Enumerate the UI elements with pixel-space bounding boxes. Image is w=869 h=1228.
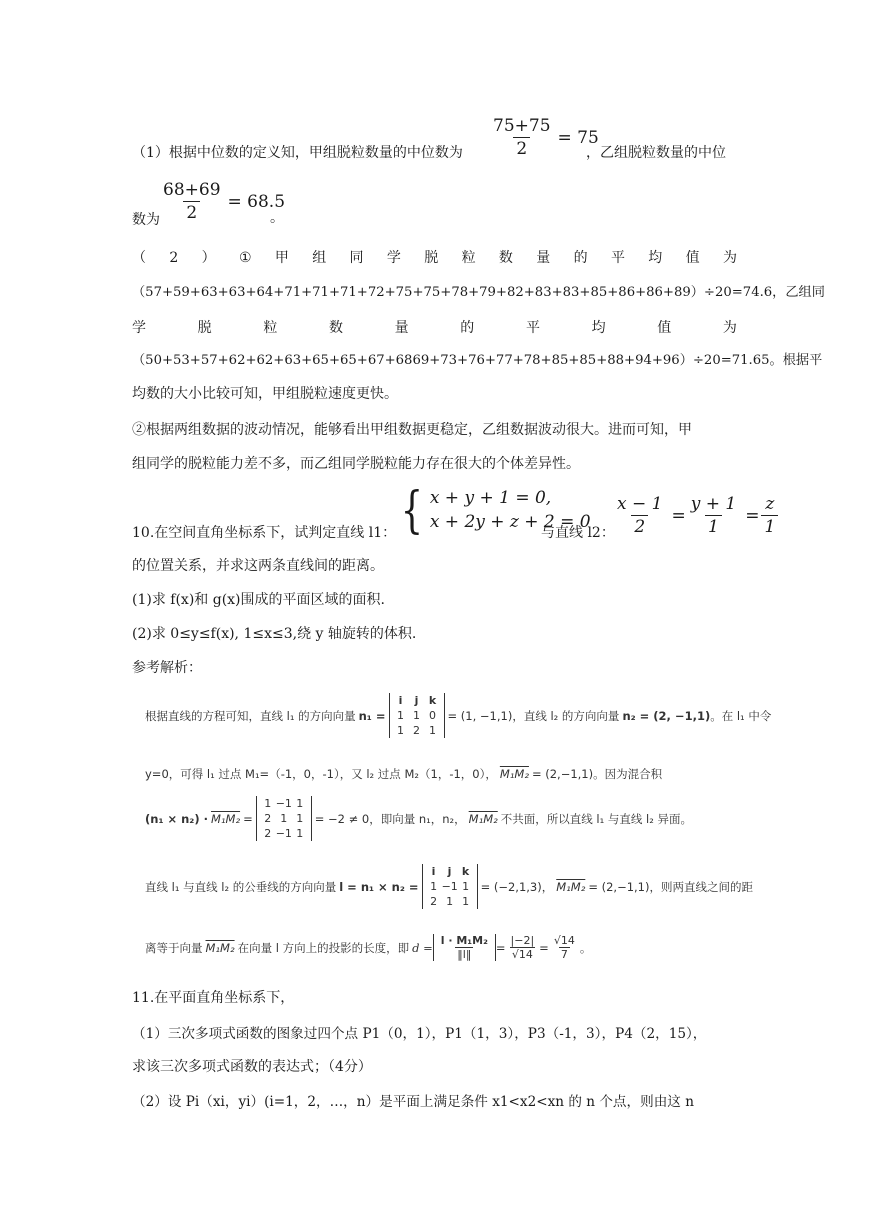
paragraph-2-line-4	[132, 351, 822, 371]
text: = (2,−1,1)，则两直线之间的距	[588, 879, 753, 894]
reference-answer-label	[132, 658, 202, 678]
text: (2)求 0≤y≤f(x), 1≤x≤3,绕 y 轴旋转的体积.	[132, 626, 417, 642]
solution-row-1	[145, 693, 771, 738]
text: 。	[579, 940, 592, 955]
determinant-cell: 1	[264, 797, 272, 810]
determinant-row	[260, 826, 308, 841]
spaced-char: 值	[685, 250, 700, 266]
spaced-char: 2	[169, 250, 179, 266]
determinant-cell: 1	[462, 895, 470, 908]
text: 与直线 l2：	[541, 525, 615, 541]
determinant-1	[389, 693, 445, 738]
text: （1）根据中位数的定义知，甲组脱粒数量的中位数为	[132, 145, 463, 161]
text: 在向量 l 方向上的投影的长度，即	[237, 940, 410, 955]
text: 的位置关系，并求这两条直线间的距离。	[132, 558, 384, 574]
fraction-numerator: y + 1	[690, 494, 737, 514]
solution-row-2	[145, 766, 662, 782]
spaced-char: ①	[238, 250, 252, 266]
determinant-cell: 2	[413, 724, 420, 737]
determinant-cell: 1	[462, 880, 470, 893]
text: （2）设 Pi（xi，yi）(i=1，2，…，n）是平面上满足条件 x1<x2<xn 的 n 个点，则由这 n	[132, 1094, 694, 1110]
median-b-formula	[160, 180, 285, 223]
spaced-char: 均	[648, 250, 663, 266]
determinant-cell: 1	[397, 709, 404, 722]
spaced-char: 为	[722, 320, 737, 336]
determinant-row	[260, 811, 308, 826]
determinant-cell: −1	[275, 797, 292, 810]
fraction-result: = 75	[557, 127, 599, 148]
solution-row-5: 离等于向量 M₁M₂ 在向量 l 方向上的投影的长度，即 d = $\frac{\text{l · M₁M₂}}{‖l‖}$ = $\frac{|-2|}{√14}$ = $\frac{√14}{7}$ 。	[145, 934, 592, 961]
spaced-char: 脱	[424, 250, 439, 266]
determinant-cell: k	[461, 865, 470, 878]
text: ，乙组脱粒数量的中位	[586, 145, 726, 161]
text: 不共面，所以直线 l₁ 与直线 l₂ 异面。	[500, 811, 692, 826]
question-11-title	[132, 988, 294, 1008]
determinant-cell: −1	[441, 880, 458, 893]
fraction-numerator: x − 1	[617, 494, 663, 514]
line-l2-equation: $\frac{x - 1}{2}$ = $\frac{y + 1}{1}$ = $\frac{z}{1}$	[614, 494, 782, 537]
determinant-row	[260, 796, 308, 811]
fraction-numerator: 75+75	[493, 116, 551, 136]
text: 组同学的脱粒能力差不多，而乙组同学脱粒能力存在很大的个体差异性。	[132, 456, 580, 472]
text: 数为	[132, 212, 160, 228]
vector-l: l = n₁ × n₂ =	[339, 879, 419, 894]
mixed-product: (n₁ × n₂) ·	[145, 811, 208, 826]
paragraph-2-line-3	[132, 318, 737, 338]
spaced-char: （	[132, 250, 146, 266]
determinant-3	[422, 864, 478, 909]
spaced-char: 平	[525, 320, 540, 336]
fraction-denominator: 7	[560, 948, 568, 961]
determinant-row	[426, 894, 474, 909]
fraction-denominator: 2	[631, 515, 648, 537]
determinant-cell: i	[398, 694, 403, 707]
determinant-2	[256, 796, 312, 841]
question-10-part-1	[132, 590, 385, 610]
determinant-cell: 1	[413, 709, 420, 722]
spaced-char: 粒	[263, 320, 278, 336]
spaced-char: 量	[536, 250, 551, 266]
text: （1）三次多项式函数的图象过四个点 P1（0，1），P1（1，3），P3（-1，3），P4（2，15），	[132, 1026, 707, 1042]
distance-symbol: d =	[412, 940, 433, 955]
spaced-char: 量	[394, 320, 409, 336]
question-10-intro	[132, 523, 396, 543]
absolute-value	[433, 934, 496, 961]
spaced-char: 数	[498, 250, 513, 266]
question-11-part-2	[132, 1092, 694, 1112]
determinant-cell: 1	[296, 827, 304, 840]
paragraph-3-line-1	[132, 420, 692, 440]
determinant-cell: 2	[430, 895, 438, 908]
determinant-cell: 1	[280, 812, 288, 825]
text: = (2,−1,1)。因为混合积	[531, 767, 663, 781]
vector-m1m2: M₁M₂	[210, 811, 241, 826]
paragraph-1-end	[270, 208, 284, 228]
text: = (1, −1,1)，直线 l₂ 的方向向量	[447, 708, 620, 723]
spaced-char: 的	[460, 320, 475, 336]
spaced-char: 粒	[461, 250, 476, 266]
question-10-line-2	[132, 556, 384, 576]
vector-m1m2: M₁M₂	[205, 940, 235, 955]
text: 离等于向量	[145, 940, 203, 955]
text: （57+59+63+63+64+71+71+71+72+75+75+78+79+82+83+83+85+86+86+89）÷20=74.6，乙组同	[132, 285, 825, 300]
spaced-char: 平	[610, 250, 625, 266]
determinant-cell: j	[414, 694, 419, 707]
spaced-char: 组	[312, 250, 327, 266]
brace-icon: {	[400, 481, 424, 539]
paragraph-2-line-1	[132, 248, 737, 268]
determinant-cell: 1	[296, 812, 304, 825]
text: (1)求 f(x)和 g(x)围成的平面区域的面积.	[132, 592, 385, 608]
determinant-cell: i	[431, 865, 436, 878]
text: 直线 l₁ 与直线 l₂ 的公垂线的方向向量	[145, 879, 337, 894]
text: 根据直线的方程可知，直线 l₁ 的方向向量	[145, 708, 356, 723]
determinant-cell: 1	[430, 880, 438, 893]
text: = −2 ≠ 0，即向量 n₁，n₂，	[314, 811, 466, 826]
fraction-numerator: 68+69	[163, 180, 221, 200]
equals: =	[495, 940, 506, 955]
spaced-char: 均	[591, 320, 606, 336]
text: = (−2,1,3)，	[480, 879, 554, 894]
determinant-cell: 1	[296, 797, 304, 810]
spaced-char: 的	[573, 250, 588, 266]
median-a-formula	[490, 116, 599, 159]
paragraph-1-line-1	[132, 143, 463, 163]
spaced-char: 学	[132, 320, 146, 336]
spaced-char: ）	[201, 250, 216, 266]
determinant-cell: 2	[264, 827, 272, 840]
paragraph-1-line-2	[132, 210, 160, 230]
question-11-part-1	[132, 1024, 706, 1044]
vector-n2: n₂ = (2, −1,1)	[622, 708, 711, 723]
text: 10.在空间直角坐标系下，试判定直线 l1：	[132, 525, 397, 541]
fraction-numerator: l · M₁M₂	[440, 934, 488, 947]
determinant-cell: 2	[264, 812, 272, 825]
text: 均数的大小比较可知，甲组脱粒速度更快。	[132, 386, 398, 402]
vector-n1: n₁ =	[358, 708, 386, 723]
fraction-numerator: |−2|	[510, 934, 535, 947]
text: 。在 l₁ 中令	[710, 708, 772, 723]
fraction-denominator: 2	[513, 137, 530, 159]
fraction-denominator: 2	[183, 201, 200, 223]
determinant-cell: k	[428, 694, 437, 707]
fraction-numerator: z	[765, 494, 775, 514]
spaced-char: 甲	[274, 250, 289, 266]
fraction-denominator: ‖l‖	[457, 948, 472, 961]
text: 参考解析：	[132, 660, 202, 676]
spaced-char: 脱	[197, 320, 212, 336]
fraction-denominator: √14	[511, 948, 533, 961]
determinant-row	[393, 723, 441, 738]
system-row-1: x + y + 1 = 0,	[429, 488, 552, 508]
fraction-denominator: 1	[761, 515, 778, 537]
paragraph-2-line-5	[132, 384, 398, 404]
spaced-char: 学	[386, 250, 401, 266]
text: ②根据两组数据的波动情况，能够看出甲组数据更稳定，乙组数据波动很大。进而可知，甲	[132, 422, 692, 438]
question-10-part-2	[132, 624, 416, 644]
determinant-cell: j	[447, 865, 452, 878]
vector-m1m2: M₁M₂	[499, 767, 529, 781]
spaced-char: 为	[722, 250, 737, 266]
fraction-denominator: 1	[705, 515, 722, 537]
spaced-char: 值	[657, 320, 672, 336]
text: 11.在平面直角坐标系下，	[132, 990, 295, 1006]
fraction-result: = 68.5	[227, 191, 286, 212]
text: y=0，可得 l₁ 过点 M₁=（-1，0，-1），又 l₂ 过点 M₂（1，-1，0），	[145, 767, 497, 781]
question-10-intro-b	[541, 523, 615, 543]
fraction-numerator: √14	[553, 934, 575, 947]
paragraph-1-line-1b	[586, 143, 726, 163]
determinant-row	[426, 879, 474, 894]
text: （50+53+57+62+62+63+65+65+67+6869+73+76+77+78+85+85+88+94+96）÷20=71.65。根据平	[132, 353, 823, 368]
solution-row-3: (n₁ × n₂) · M₁M₂ = 1 −1 1 2 1 1 2 −1 1 = −2 ≠ 0，即向量 n₁，n₂， M₁M₂ 不共面，所以直线 l₁ 与直线 l₂ 异面。	[145, 797, 692, 840]
paragraph-2-line-2	[132, 283, 825, 303]
determinant-row	[393, 693, 441, 708]
question-11-part-1b	[132, 1057, 372, 1077]
spaced-char: 数	[328, 320, 343, 336]
text: 。	[270, 210, 284, 226]
vector-m1m2: M₁M₂	[468, 811, 498, 826]
determinant-cell: 1	[446, 895, 454, 908]
determinant-row	[426, 864, 474, 879]
system-row-2: x + 2y + z + 2 = 0	[429, 512, 591, 532]
text: 求该三次多项式函数的表达式；（4分）	[132, 1059, 372, 1075]
determinant-cell: −1	[275, 827, 292, 840]
vector-m1m2: M₁M₂	[556, 879, 586, 894]
determinant-cell: 1	[397, 724, 404, 737]
determinant-cell: 1	[429, 724, 436, 737]
spaced-char: 同	[349, 250, 364, 266]
paragraph-3-line-2	[132, 454, 580, 474]
solution-row-4	[145, 864, 753, 909]
determinant-cell: 0	[429, 709, 436, 722]
determinant-row	[393, 708, 441, 723]
